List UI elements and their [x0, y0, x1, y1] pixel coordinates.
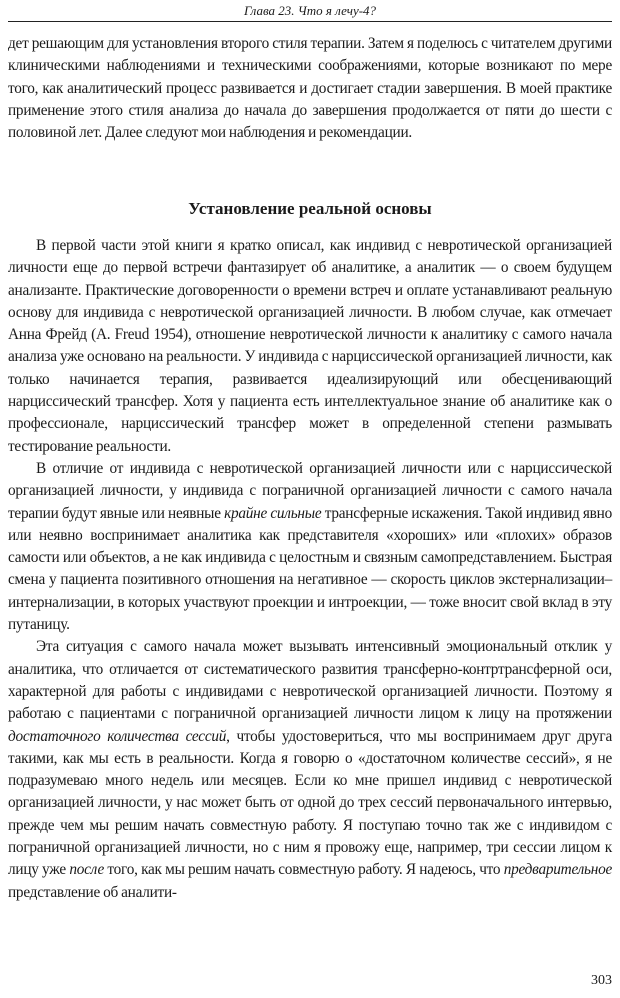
section-heading: Установление реальной основы	[188, 199, 432, 218]
paragraph-1: В первой части этой книги я кратко описал, как индивид с невротической организацией личности еще до первой встречи фантазирует об аналитике, а аналитик — о своем будущем анализанте. Практические договоренности о времени встреч и оплате устанавливают реальную основу для индивида с невротической организацией личности. В любом случае, как отмечает Анна Фрейд (A. Freud 1954), отношение невротической личности к аналитику с самого начала анализа уже основано на реальности. У индивида с нарциссической организацией личности, как только начинается терапия, развивается идеализирующий или обесценивающий нарциссический трансфер. Хотя у пациента есть интеллектуальное знание об аналитике как о профессионале, нарциссический трансфер может в определенной степени размывать тестирование реальности.	[8, 237, 612, 455]
paragraph-3-emphasis-c: предварительное	[503, 861, 613, 879]
paragraph-2-text-a: В отличие от индивида с невротической организацией личности или с нарциссической организацией личности, у индивида с пограничной организацией личности с самого начала терапии будут явные или неявные	[8, 459, 612, 522]
page-number: 303	[591, 973, 612, 988]
paragraph-2-emphasis: крайне сильные	[224, 504, 322, 522]
intro-paragraph: дет решающим для установления второго стиля терапии. Затем я поделюсь с читателем другими клиническими наблюдениями и техническими соображениями, которые возникают по мере того, как аналитический процесс развивается и достигает стадии завершения. В моей практике применение этого стиля анализа до начала до завершения продолжается от пяти до шести с половиной лет. Далее следуют мои наблюдения и рекомендации.	[8, 35, 612, 142]
paragraph-2-text-b: трансферные искажения. Такой индивид явно или неявно воспринимает аналитика как представителя «хороших» или «плохих» образов самости или объектов, а не как индивида с целостным и связным самопредставлением. Быстрая смена у пациента позитивного отношения на негативное — скорость циклов экстернализации–интернализации, в которых участвуют проекции и интроекции, — тоже вносит свой вклад в эту путаницу.	[8, 504, 612, 634]
intro-text-block	[8, 33, 612, 144]
paragraph-3-emphasis-b: после	[69, 861, 105, 879]
header-rule	[8, 21, 612, 22]
paragraph-2	[8, 458, 612, 636]
running-header: Глава 23. Что я лечу-4?	[243, 3, 377, 18]
paragraph-3-text-b: , чтобы удостовериться, что мы воспринимаем друг друга такими, как мы есть в реальности. Когда я говорю о «достаточном количестве сессий», я не подразумеваю много недель или месяцев. Если ко мне пришел индивид с невротической организацией личности, у нас может быть от одной до трех сессий первоначального интервью, прежде чем мы решим начать совместную работу. Я поступаю точно так же с индивидом с пограничной организацией личности, но с ним я провожу еще, например, три сессии лицом к лицу уже	[8, 727, 612, 879]
paragraph-3-text-d: представление об аналити-	[8, 883, 177, 901]
paragraph-3-text-a: Эта ситуация с самого начала может вызывать интенсивный эмоциональный отклик у аналитика, что отличается от систематического развития трансферно-контртрансферной оси, характерной для работы с индивидами с невротической организацией личности. Поэтому я работаю с пациентами с пограничной организацией личности лицом к лицу на протяжении	[8, 638, 612, 723]
body-text-block	[8, 235, 612, 904]
paragraph-3-text-c: того, как мы решим начать совместную работу. Я надеюсь, что	[104, 861, 504, 879]
paragraph-3-emphasis-a: достаточного количества сессий	[8, 727, 227, 745]
paragraph-3	[8, 636, 612, 904]
